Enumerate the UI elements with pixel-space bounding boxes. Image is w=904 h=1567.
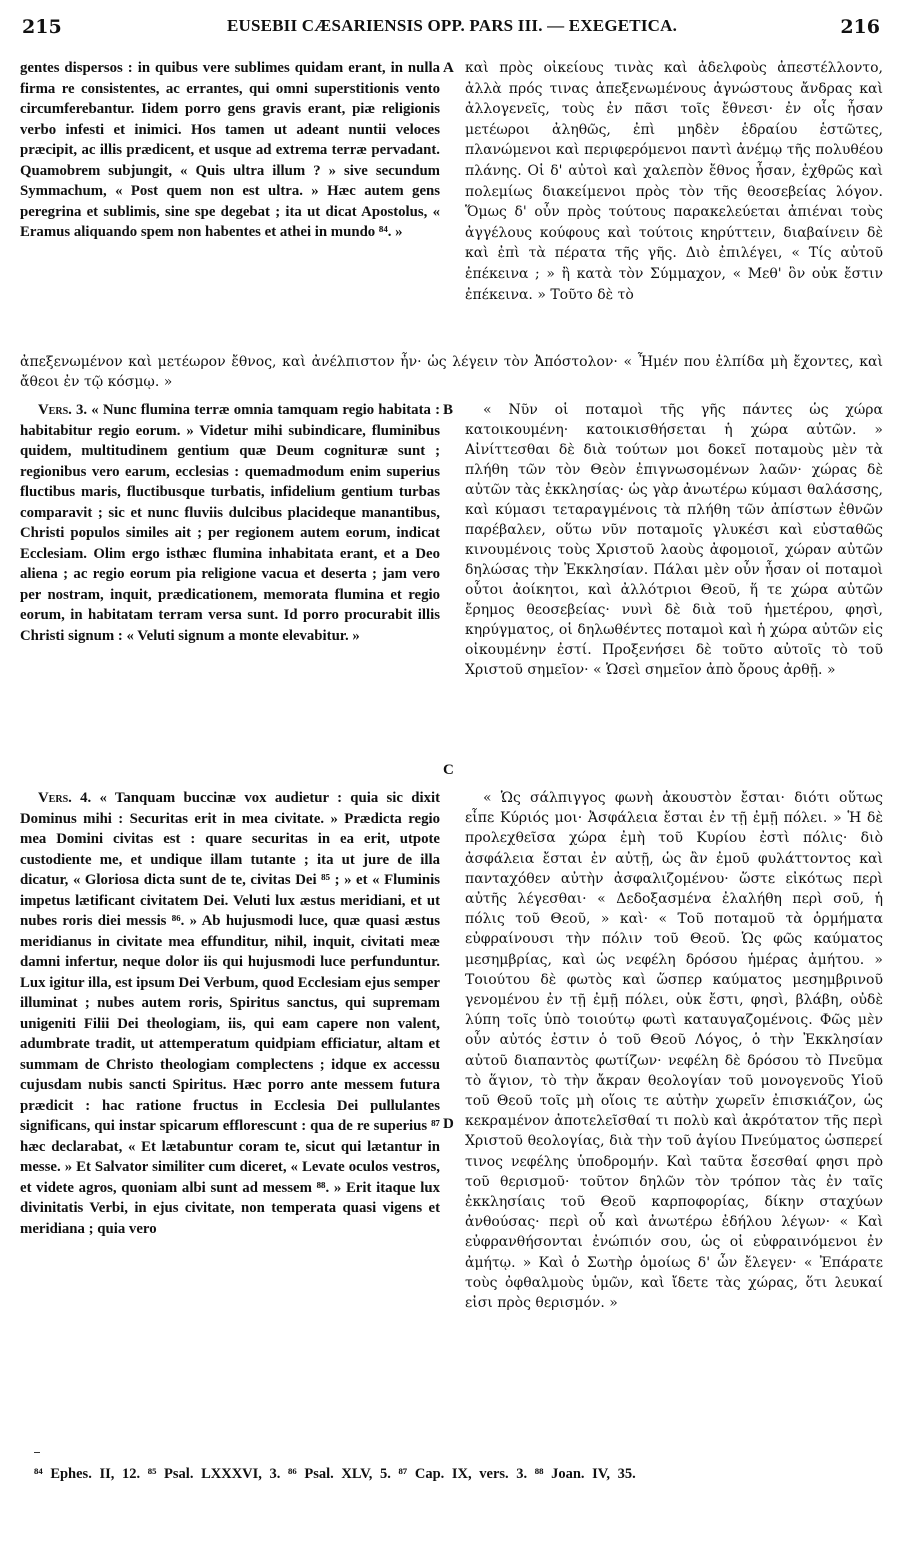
greek-full-width-text: ἀπεξενωμένον καὶ μετέωρον ἔθνος, καὶ ἀνέλπιστον ἦν· ὡς λέγειν τὸν Ἀπόστολον· « Ἦμέν που ἐλπίδα μὴ ἔχοντες, καὶ ἄθεοι ἐν τῷ κόσμῳ. »	[20, 354, 883, 390]
latin-paragraph-2: « Nunc flumina terræ omnia tamquam regio habitata : habitabitur regio eorum. » Videtur mihi subindicare, fluminibus quidem, multitudinem gentium quæ Deum cognituræ sunt ; regionibus vero earum, ecclesias : quemadmodum enim superius fluctibus maris, fluctibusque turbatis, infidelium gentium turbas comparavit ; sic et nunc fluviis dulcibus placideque manantibus, Christi populos similes ait ; per regionem autem eorum, indicat Ecclesiam. Olim ergo isthæc flumina inhabitata erant, et a Deo aliena ; ac regio eorum pia religione vacua et deserta ; jam vero per nostram, inquit, prædicationem, memorata flumina et regio eorum, in habitatam terram versa sunt. Id porro procurabit illis Christi signum : « Veluti signum a monte elevabitur. »	[20, 402, 440, 644]
footnotes: ⁸⁴ Ephes. II, 12. ⁸⁵ Psal. LXXXVI, 3. ⁸⁶ Psal. XLV, 5. ⁸⁷ Cap. IX, vers. 3. ⁸⁸ Joan. IV, 35.	[34, 1466, 636, 1482]
verse-4-label: Vers. 4.	[38, 790, 92, 806]
section-marker-c: C	[443, 762, 454, 778]
running-title: EUSEBII CÆSARIENSIS OPP. PARS III. — EXEGETICA.	[226, 16, 678, 35]
section-marker-b: B	[443, 402, 454, 418]
latin-block-3	[20, 788, 440, 1448]
section-marker-d: D	[443, 1116, 454, 1132]
latin-block-1	[20, 58, 440, 348]
verse-3-label: Vers. 3.	[38, 402, 88, 418]
page-number-left: 215	[22, 16, 62, 38]
section-marker-a: A	[443, 60, 454, 76]
greek-paragraph-2: « Νῦν οἱ ποταμοὶ τῆς γῆς πάντες ὡς χώρα κατοικουμένη· κατοικισθήσεται ἡ χώρα αὐτῶν. » Αἰνίττεσθαι δὲ διὰ τούτων μοι δοκεῖ ποταμοὺς μὲν τὰ πλήθη τῶν τὸν Θεὸν ἐπιγνωσομένων λαῶν· χώρας δὲ αὐτῶν τὰς ἐκκλησίας· ὡς γὰρ ἀνωτέρω κύμασι θαλάσσης, καὶ κύμασι τεταραγμένοις τὰ πλήθη τῶν ἀπίστων ἐθνῶν παρέβαλεν, οὕτω νῦν ποταμοῖς γλυκέσι καὶ εὐσταθῶς κινουμένοις τοὺς Χριστοῦ λαοὺς ἀφομοιοῖ, χώραν αὐτῶν δηλώσας τὴν Ἐκκλησίαν. Πάλαι μὲν οὖν ἦσαν οἱ ποταμοὶ οὗτοι ἀοίκητοι, καὶ ἀλλότριοι Θεοῦ, ἥ τε χώρα αὐτῶν ἔρημος θεοσεβείας· νυνὶ δὲ διὰ τοῦ ἡμετέρου, φησὶ, κηρύγματος, οἱ δηλωθέντες ποταμοὶ καὶ ἡ χώρα αὐτῶν εἰς οἰκουμένην ἐστί. Προξενήσει δὲ τοῦτο αὐτοῖς τὸ τοῦ Χριστοῦ σημεῖον· « Ὡσεὶ σημεῖον ἀπὸ ὄρους ἀρθῇ. »	[465, 402, 883, 678]
page-header	[0, 6, 904, 36]
greek-block-1	[465, 58, 883, 348]
greek-block-2	[465, 400, 883, 775]
page-number-right: 216	[840, 16, 880, 38]
footnote-rule	[34, 1452, 40, 1453]
latin-paragraph-1: gentes dispersos : in quibus vere sublimes quidam erant, in nulla firma re consistentes, ac errantes, qui omni superstitionis vento circumferebantur. Iidem porro gens gravis erant, piæ religionis verbo infesti et inimici. Hos tamen ut adeant nuntii veloces præcipit, ac illis prædicent, et usque ad extrema terræ pervadant. Quamobrem subjungit, « Quis ultra illum ? » sive secundum Symmachum, « Post quem non est ultra. » Hæc autem gens peregrina et sublimis, sine spe degebat ; ita ut dicat Apostolus, « Eramus aliquando spem non habentes et athei in mundo ⁸⁴. »	[20, 60, 440, 240]
greek-full-width-line	[20, 352, 883, 392]
greek-paragraph-3: « Ὡς σάλπιγγος φωνὴ ἀκουστὸν ἔσται· διότι οὕτως εἶπε Κύριός μοι· Ἀσφάλεια ἔσται ἐν τῇ ἐμῇ πόλει. » Ἡ δὲ προλεχθεῖσα χώρα ἐμὴ τοῦ Κυρίου ἐστὶ πόλις· διὸ ἀσφάλεια ἔσται ἐν αὐτῇ, ὡς ἂν ἐμοῦ φυλάττοντος καὶ πανταχόθεν αὐτὴν ἀσφαλιζομένου· ὥστε εἰκότως περὶ αὐτῆς λέγεσθαι· « Δεδοξασμένα ἐλαλήθη περὶ σοῦ, ἡ πόλις τοῦ Θεοῦ, » καὶ· « Τοῦ ποταμοῦ τὰ ὁρμήματα εὐφραίνουσι τὴν πόλιν τοῦ Θεοῦ. Ὡς φῶς καύματος μεσημβρίας, καὶ ὡς νεφέλη δρόσου ἡμέρας ἀμήτου. » Τοιούτου δὲ φωτὸς καὶ ὥσπερ καύματος μεσημβρινοῦ γενομένου ἐν τῇ ἐμῇ πόλει, οὐκ ἔστι, φησὶ, βλάβη, οὐδὲ λύπη τοῖς ὑπὸ τοιούτῳ φωτὶ καταυγαζομένοις. Φῶς μὲν οὖν αὐτός ἐστιν ὁ τοῦ Θεοῦ Λόγος, ὁ τὴν Ἐκκλησίαν αὐτοῦ διαπαντὸς φωτίζων· νεφέλη δὲ δρόσου τὸ Πνεῦμα τὸ ἅγιον, τὸ τὴν ἄκραν θεολογίαν τοῦ μονογενοῦς Υἱοῦ τοῦ Θεοῦ τοῖς μὴ οἵοις τε αὐτὴν χωρεῖν ἐπισκιάζον, ὡς κεκραμένον ἀποτελεῖσθαί τι πολὺ καὶ ἀκρότατον τῆς περὶ Χριστοῦ θεολογίας, διὰ τὴν τοῦ ἁγίου Πνεύματος ὡσπερεί τινος νεφέλης ὑποδρομήν. Καὶ ταῦτα ἔσεσθαί φησι πρὸ τοῦ θερισμοῦ· τοῦτον δηλῶν τὸν τρόπον τὰς ἐν ταῖς ἐκκλησίαις τοῦ Θεοῦ καρποφορίας, δίκην σταχύων ἀνθούσας· περὶ οὗ καὶ ἀνωτέρω ἐδήλου λέγων· « Καὶ εὐφρανθήσονται ἐνώπιόν σου, ὡς οἱ εὐφραινόμενοι ἐν ἀμήτῳ. » Καὶ ὁ Σωτὴρ ὁμοίως δ' ὧν ἔλεγεν· « Ἐπάρατε τοὺς ὀφθαλμοὺς ὑμῶν, καὶ ἴδετε τὰς χώρας, ὅτι λευκαί εἰσι πρὸς θερισμόν. »	[465, 790, 883, 1312]
latin-paragraph-3: « Tanquam buccinæ vox audietur : quia sic dixit Dominus mihi : Securitas erit in mea civitate. » Prædicta regio mea Domini civitas est : quare securitas in ea erit, utpote custodiente me, et undique illam tutante ; ita ut jure de illa dicatur, « Gloriosa dicta sunt de te, civitas Dei ⁸⁵ ; » et « Fluminis impetus lætificant civitatem Dei. Veluti lux æstus meridiani, et ut nubes roris diei messis ⁸⁶. » Ab hujusmodi luce, quæ quasi æstus meridianus in civitate mea effunditur, nihil, inquit, civitati meæ damni infertur, neque dolor iis qui hujusmodi luce perfunduntur. Lux igitur illa, est ipsum Dei Verbum, quod Ecclesiam ejus semper illuminat ; nubes autem roris, Spiritus sanctus, qui supremam unigeniti Filii Dei theologiam, iis, qui eam capere non valent, adumbrate tradit, ut attemperatum quidpiam efficiatur, altam et summam de Christo theologiam complectens ; idque ex accessu cujusdam nubis sancti Spiritus. Hæc porro ante messem futura prædicit : hac ratione fructus in Ecclesia Dei pullulantes significans, qui instar spicarum efflorescunt : qua de re superius ⁸⁷ hæc declarabat, « Et lætabuntur coram te, sicut qui lætantur in messe. » Et Salvator similiter cum diceret, « Levate oculos vestros, et videte agros, quoniam albi sunt ad messem ⁸⁸. » Erit itaque lux divinitatis Verbi, in ejus civitate, non temperata quasi vigens et meridiana ; quia vero	[20, 790, 441, 1237]
greek-block-3	[465, 788, 883, 1448]
greek-paragraph-1: καὶ πρὸς οἰκείους τινὰς καὶ ἀδελφοὺς ἀπεστέλλοντο, ἀλλὰ πρός τινας ἀπεξενωμένους ἀγνώστους ἄνδρας καὶ ἀλλογενεῖς, τοὺς ἐν πᾶσι τοῖς ἔθνεσι· ἐν οἷς ἦσαν μετέωροι ἀληθῶς, ἐπὶ μηδὲν ἑδραίου ἑστῶτες, πλανώμενοι καὶ περιφερόμενοι παντὶ ἀνέμῳ τῆς πολυθέου πλάνης. Οἱ δ' αὐτοὶ καὶ χαλεπὸν ἔθνος ἦσαν, ἐχθρῶς καὶ πολεμίως διακείμενοι πρὸς τὸν τῆς θεοσεβείας λόγον. Ὅμως δ' οὖν πρὸς τούτους παρακελεύεται ἀπιέναι τοὺς ἀγγέλους κούφους καὶ τούτοις κηρύττειν, διαβαίνειν δὲ καὶ ἐπὶ τὰ πέρατα τῆς γῆς. Διὸ ἐπιλέγει, « Τίς αὐτοῦ ἐπέκεινα ; » ἢ κατὰ τὸν Σύμμαχον, « Μεθ' ὃν οὐκ ἔστιν ἐπέκεινα. » Τοῦτο δὲ τὸ	[465, 60, 883, 303]
latin-block-2	[20, 400, 440, 775]
